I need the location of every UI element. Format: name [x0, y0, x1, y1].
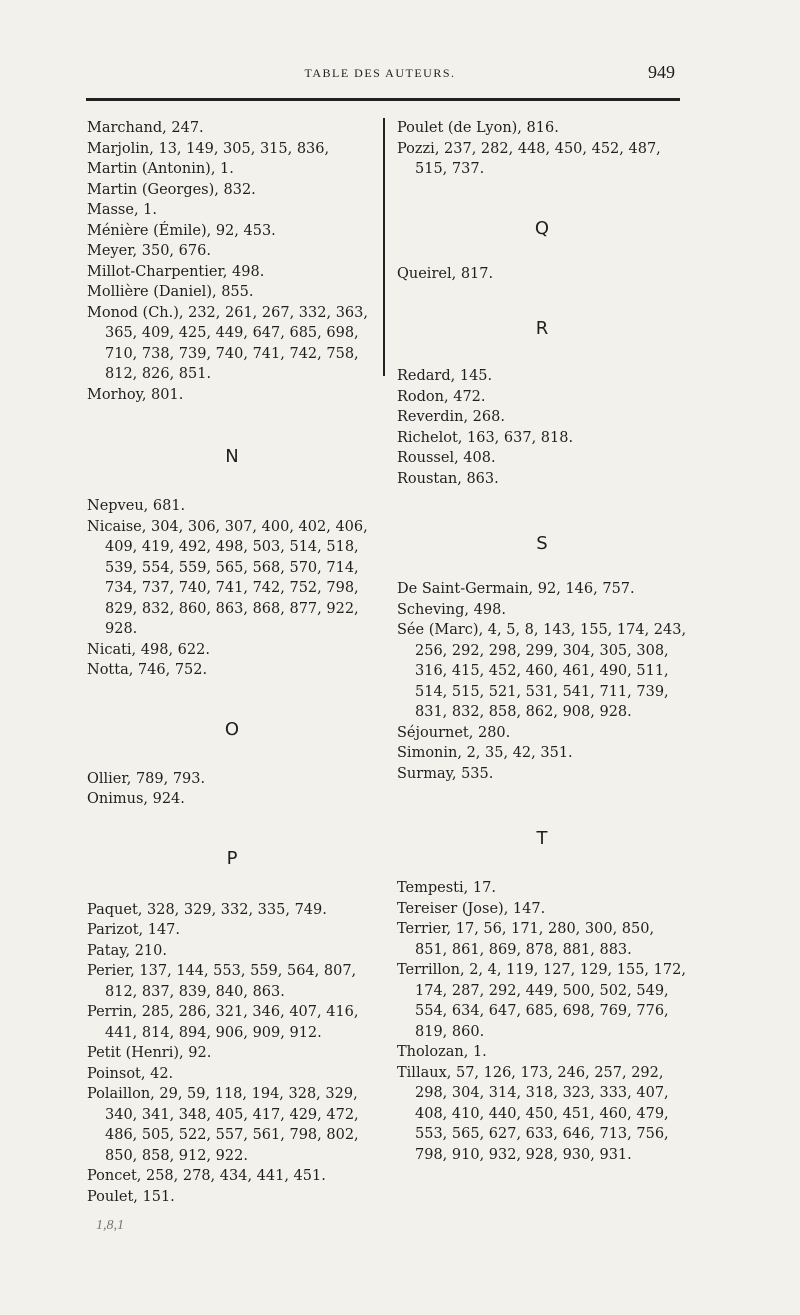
index-entry: Scheving, 498.	[397, 601, 506, 618]
index-entry: Perier, 137, 144, 553, 559, 564, 807, 812, 837, 839, 840, 863.	[87, 963, 357, 1000]
section-n	[87, 496, 377, 681]
index-entry: Redard, 145.	[397, 368, 493, 384]
column-divider	[383, 118, 385, 376]
handwritten-footer-mark: 1,8,1	[96, 1218, 124, 1233]
section-letter-p: P	[226, 847, 238, 869]
index-entry: Nicati, 498, 622.	[87, 641, 210, 658]
section-letter-s: S	[536, 533, 548, 554]
section-s	[397, 579, 687, 784]
index-entry: Martin (Georges), 832.	[87, 181, 256, 198]
index-entry: Tillaux, 57, 126, 173, 246, 257, 292, 298, 304, 314, 318, 323, 333, 407, 408, 410, 440, 450, 451, 460, 479, 553, 565, 627, 633, 646, 713, 756, 798, 910, 932, 928, 930, 931.	[397, 1064, 669, 1163]
section-letter-q: Q	[534, 217, 550, 239]
index-entry: Terrillon, 2, 4, 119, 127, 129, 155, 172, 174, 287, 292, 449, 500, 502, 549, 554, 634, 647, 685, 698, 769, 776, 819, 860.	[397, 962, 686, 1040]
index-entry: Poncet, 258, 278, 434, 441, 451.	[87, 1168, 326, 1184]
index-entry: Pozzi, 237, 282, 448, 450, 452, 487, 515, 737.	[397, 140, 661, 177]
index-entry: Surmay, 535.	[397, 765, 494, 782]
section-p	[87, 900, 377, 1208]
index-entry: Sée (Marc), 4, 5, 8, 143, 155, 174, 243, 256, 292, 298, 299, 304, 305, 308, 316, 415, 452, 460, 461, 490, 511, 514, 515, 521, 531, 541, 711, 739, 831, 832, 858, 862, 908, 928.	[397, 622, 687, 720]
section-letter-r: R	[535, 318, 549, 339]
index-entry: Poulet, 151.	[87, 1188, 175, 1205]
section-letter-o: O	[224, 718, 240, 740]
index-entry: Queirel, 817.	[397, 265, 494, 282]
index-entry: Marjolin, 13, 149, 305, 315, 836,	[87, 140, 330, 157]
index-entry: Ménière (Émile), 92, 453.	[87, 222, 276, 239]
index-entry: Ollier, 789, 793.	[87, 770, 206, 787]
index-entry: Notta, 746, 752.	[87, 662, 208, 678]
index-entry: Meyer, 350, 676.	[87, 243, 211, 259]
index-entry: Morhoy, 801.	[87, 386, 184, 403]
section-letter-n: N	[225, 446, 239, 467]
index-entry: Petit (Henri), 92.	[87, 1045, 212, 1061]
index-entry: Tempesti, 17.	[397, 880, 496, 896]
index-entry: Rodon, 472.	[397, 388, 486, 405]
section-o	[87, 769, 377, 810]
page-number: 949	[648, 62, 675, 82]
index-entry: Roustan, 863.	[397, 470, 499, 487]
index-entry: Mollière (Daniel), 855.	[87, 284, 254, 300]
index-entry: Poulet (de Lyon), 816.	[397, 120, 559, 136]
index-entry: Patay, 210.	[87, 942, 167, 959]
index-entry: Richelot, 163, 637, 818.	[397, 429, 574, 446]
right-column	[397, 118, 687, 1165]
section-t	[397, 878, 687, 1165]
index-entry: Nepveu, 681.	[87, 498, 186, 514]
index-entry: Tholozan, 1.	[397, 1044, 487, 1060]
index-entry: Roussel, 408.	[397, 450, 496, 466]
index-entry: Masse, 1.	[87, 202, 158, 218]
index-entry: Polaillon, 29, 59, 118, 194, 328, 329, 340, 341, 348, 405, 417, 429, 472, 486, 505, 522, 557, 561, 798, 802, 850, 858, 912, 922.	[87, 1086, 359, 1164]
index-entry: Terrier, 17, 56, 171, 280, 300, 850, 851, 861, 869, 878, 881, 883.	[397, 921, 655, 958]
index-entry: Parizot, 147.	[87, 922, 181, 938]
index-entry: Monod (Ch.), 232, 261, 267, 332, 363, 365, 409, 425, 449, 647, 685, 698, 710, 738, 739, 740, 741, 742, 758, 812, 826, 851.	[87, 304, 368, 382]
section-r	[397, 366, 687, 489]
section-p-continued	[397, 118, 687, 180]
running-header-title: TABLE DES AUTEURS.	[304, 66, 456, 80]
index-entry: Perrin, 285, 286, 321, 346, 407, 416, 441, 814, 894, 906, 909, 912.	[87, 1004, 359, 1041]
header-rule	[86, 98, 680, 101]
index-entry: Martin (Antonin), 1.	[87, 161, 234, 177]
index-entry: Reverdin, 268.	[397, 409, 505, 425]
index-entry: De Saint-Germain, 92, 146, 757.	[397, 581, 635, 597]
index-entry: Simonin, 2, 35, 42, 351.	[397, 745, 573, 761]
index-entry: Nicaise, 304, 306, 307, 400, 402, 406, 409, 419, 492, 498, 503, 514, 518, 539, 554, 559, 565, 568, 570, 714, 734, 737, 740, 741, 742, 752, 798, 829, 832, 860, 863, 868, 877, 922, 928.	[87, 518, 368, 637]
section-m	[87, 118, 377, 405]
index-entry: Onimus, 924.	[87, 791, 185, 807]
index-entry: Séjournet, 280.	[397, 724, 511, 741]
index-entry: Tereiser (Jose), 147.	[397, 900, 546, 917]
left-column	[87, 118, 377, 1207]
section-q	[397, 264, 687, 285]
index-entry: Poinsot, 42.	[87, 1065, 174, 1082]
index-entry: Millot-Charpentier, 498.	[87, 263, 265, 280]
index-entry: Paquet, 328, 329, 332, 335, 749.	[87, 901, 327, 918]
section-letter-t: T	[536, 828, 548, 849]
index-entry: Marchand, 247.	[87, 120, 204, 136]
